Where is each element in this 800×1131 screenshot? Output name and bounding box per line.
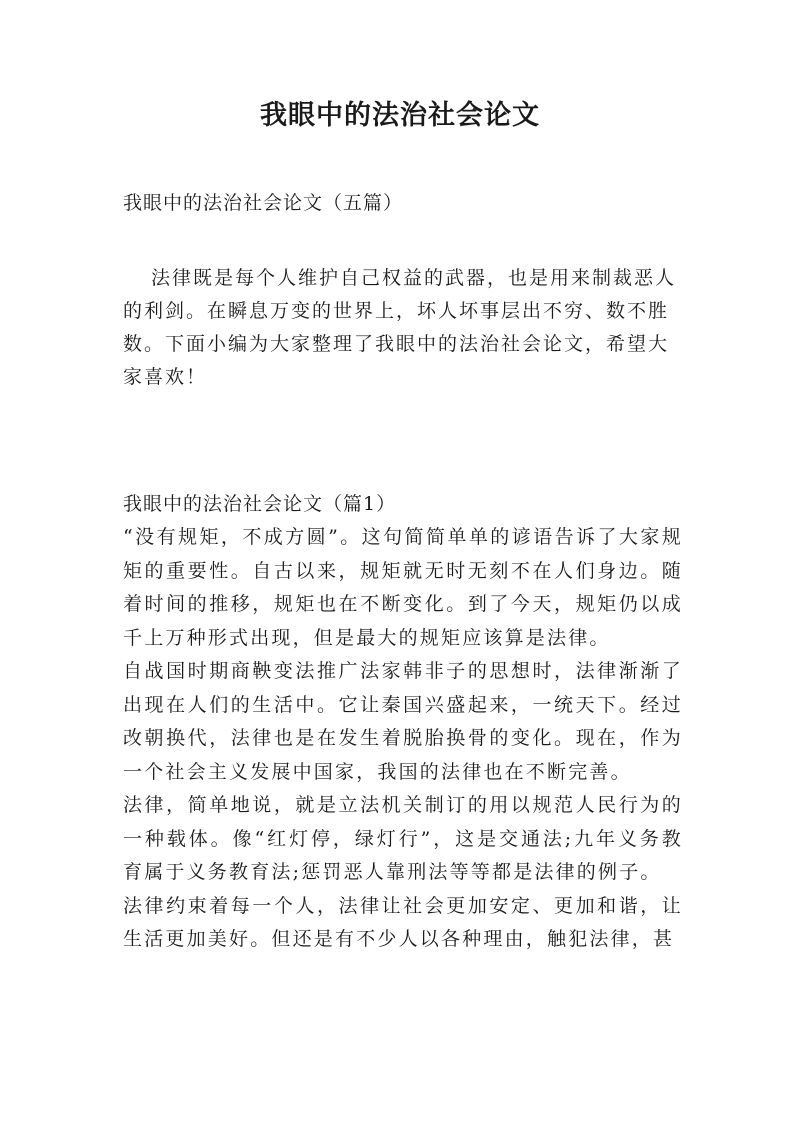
document-subtitle: 我眼中的法治社会论文（五篇） [123,192,404,214]
section-heading: 我眼中的法治社会论文（篇1） [123,493,397,515]
section-paragraph: “没有规矩，不成方圆”。这句简简单单的谚语告诉了大家规矩的重要性。自古以来，规矩就无时无刻不在人们身边。随着时间的推移，规矩也在不断变化。到了今天，规矩仍以成千上万种形式出现，但是最大的规矩应该算是法律。 [123,526,683,649]
document-title: 我眼中的法治社会论文 [260,100,540,131]
intro-block [123,262,683,394]
intro-paragraph: 法律既是每个人维护自己权益的武器，也是用来制裁恶人的利剑。在瞬息万变的世界上，坏人坏事层出不穷、数不胜数。下面小编为大家整理了我眼中的法治社会论文，希望大家喜欢！ [123,267,677,388]
section-paragraph: 法律，简单地说，就是立法机关制订的用以规范人民行为的一种载体。像“红灯停，绿灯行”，这是交通法;九年义务教育属于义务教育法;惩罚恶人靠刑法等等都是法律的例子。 [123,794,683,883]
section-paragraph: 法律约束着每一个人，法律让社会更加安定、更加和谐，让生活更加美好。但还是有不少人以各种理由，触犯法律，甚 [123,894,683,950]
section-paragraph: 自战国时期商鞅变法推广法家韩非子的思想时，法律渐渐了出现在人们的生活中。它让秦国兴盛起来，一统天下。经过改朝换代，法律也是在发生着脱胎换骨的变化。现在，作为一个社会主义发展中国家，我国的法律也在不断完善。 [123,660,683,783]
section-1 [123,487,683,957]
